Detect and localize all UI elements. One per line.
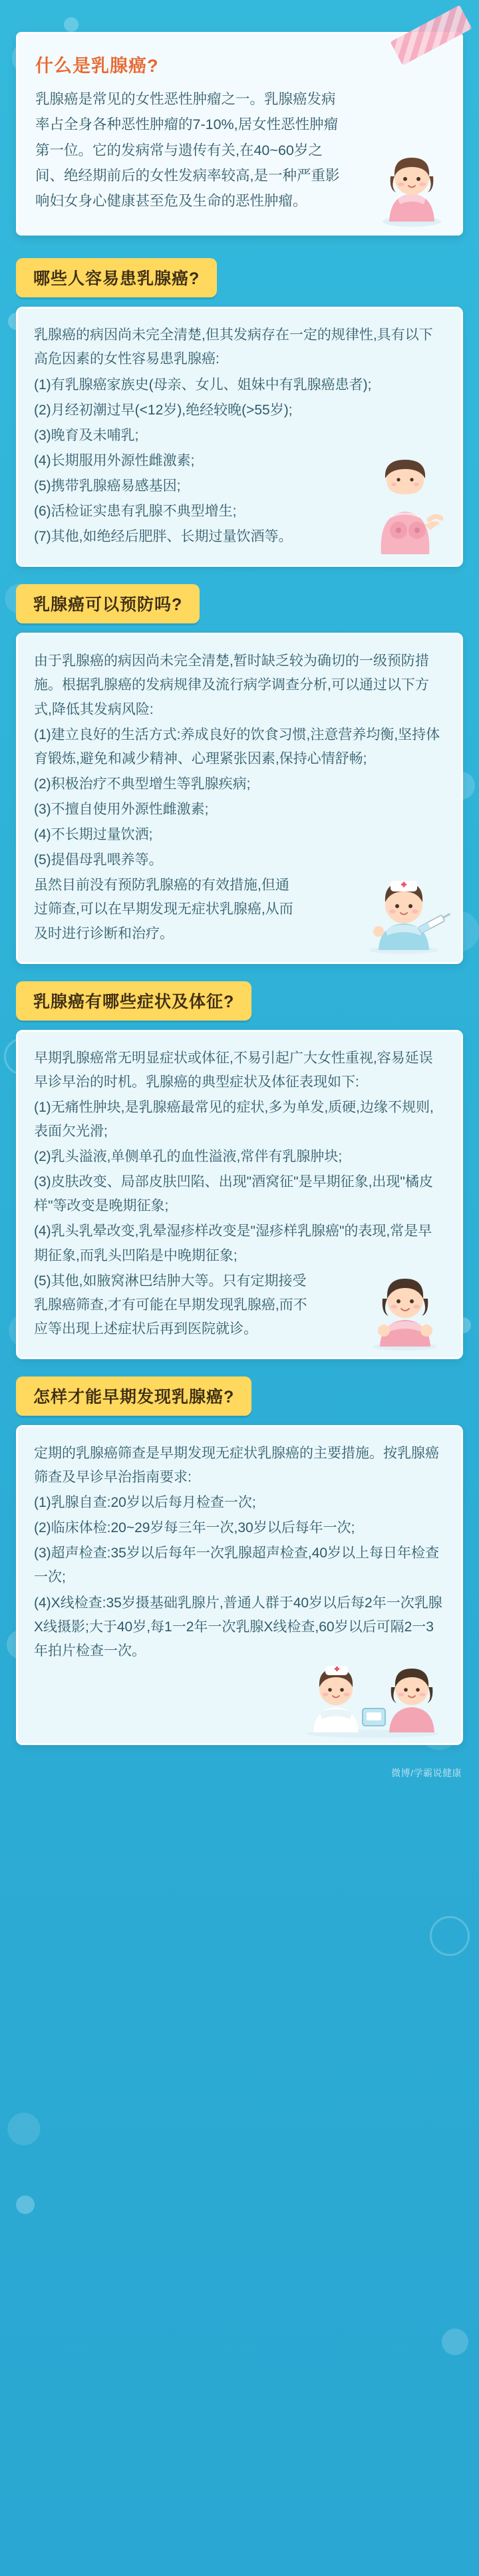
section-card	[16, 1425, 463, 1745]
paragraph: (1)建立良好的生活方式:养成良好的饮食习惯,注意营养均衡,坚持体育锻炼,避免和减少精神、心理紧张因素,保持心情舒畅;	[34, 726, 440, 766]
paragraph: (5)提倡母乳喂养等。	[34, 852, 163, 868]
paragraph: (3)皮肤改变、局部皮肤凹陷、出现"酒窝征"是早期征象,出现"橘皮样"等改变是晚期征象;	[34, 1174, 433, 1214]
doctor-illustration	[313, 1666, 359, 1732]
section-title: 哪些人容易患乳腺癌?	[16, 258, 217, 297]
paragraph: 早期乳腺癌常无明显症状或体征,不易引起广大女性重视,容易延误早诊早治的时机。乳腺癌的典型症状及体征表现如下:	[34, 1050, 433, 1090]
hero-body: 乳腺癌是常见的女性恶性肿瘤之一。乳腺癌发病率占全身各种恶性肿瘤的7-10%,居女性恶性肿瘤第一位。它的发病常与遗传有关,在40~60岁之间、绝经期前后的女性发病率较高,是一种严重影响妇女身心健康甚至危及生命的恶性肿瘤。	[35, 91, 340, 210]
section-symptoms	[0, 981, 479, 1359]
paragraph: (3)超声检查:35岁以后每年一次乳腺超声检查,40岁以上每日年检查一次;	[34, 1545, 440, 1585]
paragraph: 乳腺癌的病因尚未完全清楚,但其发病存在一定的规律性,具有以下高危因素的女性容易患乳腺癌:	[34, 327, 433, 367]
paragraph: (4)长期服用外源性雌激素;	[34, 452, 195, 468]
paragraph: (1)无痛性肿块,是乳腺癌最常见的症状,多为单发,质硬,边缘不规则,表面欠光滑;	[34, 1099, 434, 1139]
decorative-bubble	[442, 2329, 468, 2355]
patient-illustration	[389, 1669, 434, 1732]
section-card	[16, 633, 463, 963]
paragraph: (6)活检证实患有乳腺不典型增生;	[34, 504, 237, 520]
section-card	[16, 1030, 463, 1359]
paragraph: (2)乳头溢液,单侧单孔的血性溢液,常伴有乳腺肿块;	[34, 1149, 343, 1165]
paragraph: 定期的乳腺癌筛查是早期发现无症状乳腺癌的主要措施。按乳腺癌筛查及早诊早治指南要求:	[34, 1445, 439, 1486]
section-card	[16, 307, 463, 567]
credit-watermark: 微博/学霸说健康	[391, 1767, 462, 1778]
section-prevention	[0, 584, 479, 963]
section-title: 怎样才能早期发现乳腺癌?	[16, 1376, 251, 1416]
nurse-illustration	[352, 868, 452, 954]
decorative-bubble	[16, 2195, 35, 2214]
paragraph: (2)积极治疗不典型增生等乳腺疾病;	[34, 776, 251, 792]
paragraph: (5)其他,如腋窝淋巴结肿大等。只有定期接受乳腺癌筛查,才有可能在早期发现乳腺癌,而不应等出现上述症状后再到医院就诊。	[34, 1273, 307, 1337]
decorative-ring	[430, 1916, 470, 1956]
paragraph: (7)其他,如绝经后肥胖、长期过量饮酒等。	[34, 529, 293, 545]
paragraph: (2)月经初潮过早(<12岁),绝经较晚(>55岁);	[34, 402, 293, 418]
ultrasound-exam-illustration	[296, 1651, 449, 1738]
patient-illustration	[357, 1265, 450, 1351]
paragraph: (4)不长期过量饮洒;	[34, 827, 153, 843]
section-title: 乳腺癌可以预防吗?	[16, 584, 200, 623]
paragraph: (3)不擅自使用外源性雌激素;	[34, 801, 209, 817]
paragraph: (4)X线检查:35岁摄基础乳腺片,普通人群于40岁以后每2年一次乳腺X线摄影;大于40岁,每1一2年一次乳腺X线检查,60岁以后可隔2一3年拍片检查一次。	[34, 1595, 442, 1659]
hero-title: 什么是乳腺癌?	[35, 56, 159, 76]
section-title: 乳腺癌有哪些症状及体征?	[16, 981, 251, 1021]
section-early-detection	[0, 1376, 479, 1745]
paragraph: 由于乳腺癌的病因尚未完全清楚,暂时缺乏较为确切的一级预防措施。根据乳腺癌的发病规律及流行病学调查分析,可以通过以下方式,降低其发病风险:	[34, 653, 429, 717]
paragraph: (4)乳头乳晕改变,乳晕湿疹样改变是"湿疹样乳腺癌"的表现,常是早期征象,而乳头凹陷是中晚期征象;	[34, 1223, 432, 1263]
hero-card	[16, 32, 463, 236]
paragraph: 虽然目前没有预防乳腺癌的有效措施,但通过筛查,可以在早期发现无症状乳腺癌,从而及时进行诊断和治疗。	[34, 878, 293, 941]
section-who-is-at-risk	[0, 258, 479, 567]
hero-section	[0, 0, 479, 236]
paragraph: (2)临床体检:20~29岁每三年一次,30岁以后每年一次;	[34, 1520, 355, 1536]
paragraph: (3)晚育及未哺乳;	[34, 427, 139, 443]
paragraph: (5)携带乳腺癌易感基因;	[34, 478, 181, 494]
woman-illustration	[372, 147, 450, 227]
paragraph: (1)乳腺自查:20岁以后每月检查一次;	[34, 1495, 256, 1511]
paragraph: (1)有乳腺癌家族史(母亲、女儿、姐妹中有乳腺癌患者);	[34, 377, 372, 393]
